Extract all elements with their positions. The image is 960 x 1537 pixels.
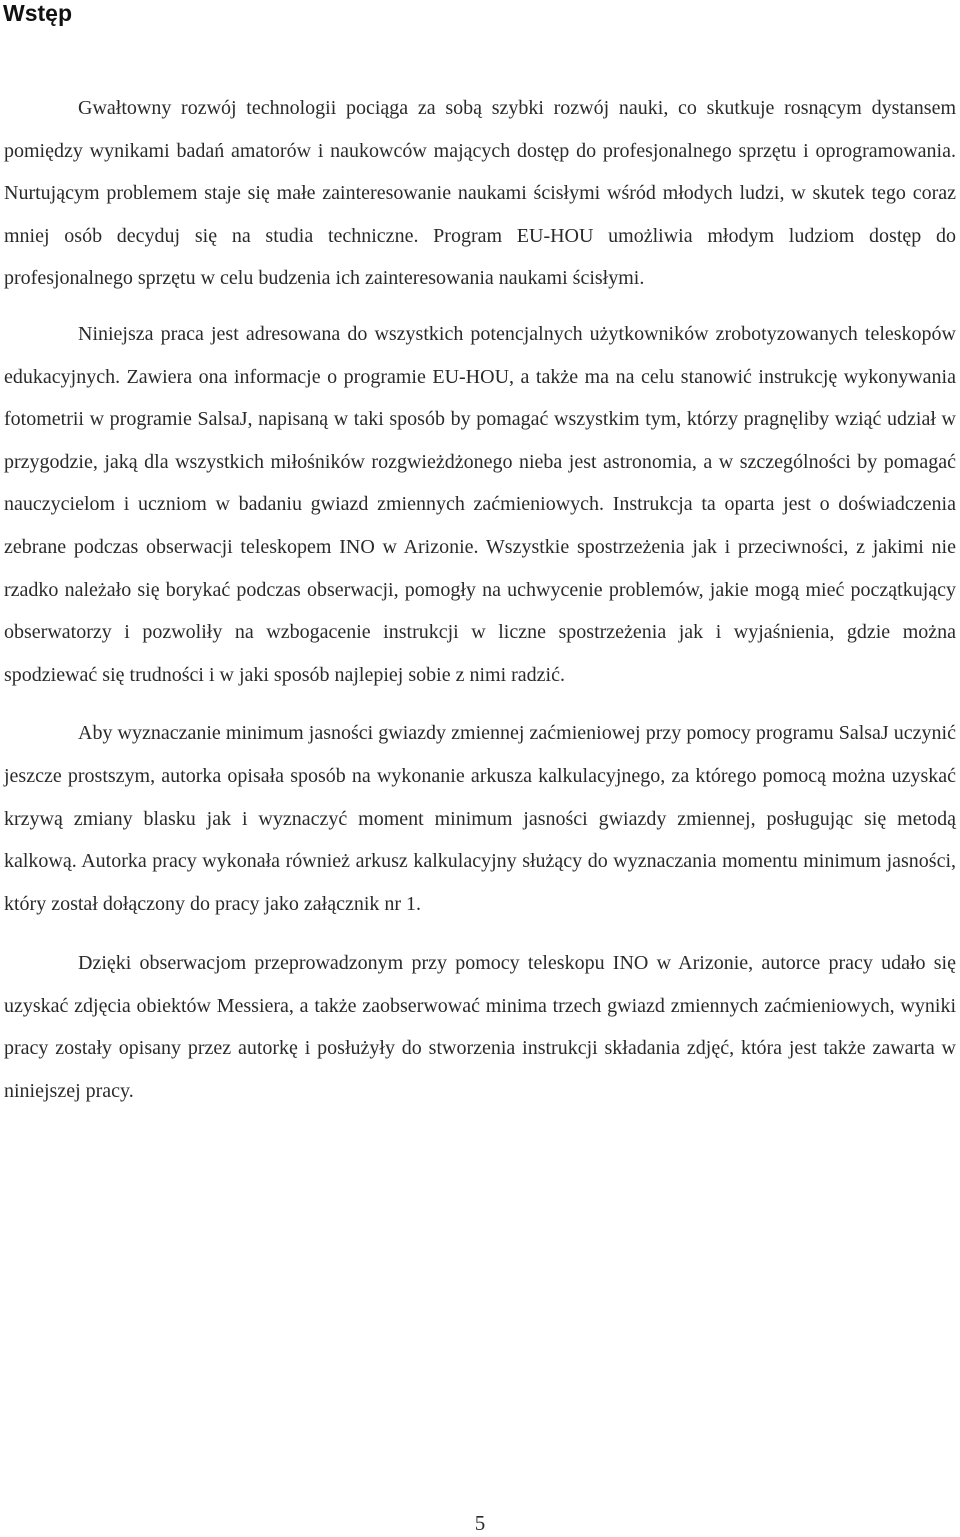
body-text <box>4 87 956 1113</box>
section-heading: Wstęp <box>3 0 72 26</box>
page-number: 5 <box>474 1511 486 1535</box>
paragraph-3: Aby wyznaczanie minimum jasności gwiazdy zmiennej zaćmieniowej przy pomocy programu SalsaJ uczynić jeszcze prostszym, autorka opisała sposób na wykonanie arkusza kalkulacyjnego, za którego pomocą można uzyskać krzywą zmiany blasku jak i wyznaczyć moment minimum jasności gwiazdy zmiennej, posługując się metodą kalkową. Autorka pracy wykonała również arkusz kalkulacyjny służący do wyznaczania momentu minimum jasności, który został dołączony do pracy jako załącznik nr 1. <box>4 722 956 915</box>
paragraph-4: Dzięki obserwacjom przeprowadzonym przy pomocy teleskopu INO w Arizonie, autorce pracy udało się uzyskać zdjęcia obiektów Messiera, a także zaobserwować minima trzech gwiazd zmiennych zaćmieniowych, wyniki pracy zostały opisany przez autorkę i posłużyły do stworzenia instrukcji składania zdjęć, która jest także zawarta w niniejszej pracy. <box>4 952 956 1103</box>
paragraph-2: Niniejsza praca jest adresowana do wszystkich potencjalnych użytkowników zrobotyzowanych teleskopów edukacyjnych. Zawiera ona informacje o programie EU-HOU, a także ma na celu stanowić instrukcję wykonywania fotometrii w programie SalsaJ, napisaną w taki sposób by pomagać wszystkim tym, którzy pragnęliby wziąć udział w przygodzie, jaką dla wszystkich miłośników rozgwieżdżonego nieba jest astronomia, a w szczególności by pomagać nauczycielom i uczniom w badaniu gwiazd zmiennych zaćmieniowych. Instrukcja ta oparta jest o doświadczenia zebrane podczas obserwacji teleskopem INO w Arizonie. Wszystkie spostrzeżenia jak i przeciwności, z jakimi nie rzadko należało się borykać podczas obserwacji, pomogły na uchwycenie problemów, jakie mogą mieć początkujący obserwatorzy i pozwoliły na wzbogacenie instrukcji w liczne spostrzeżenia jak i wyjaśnienia, gdzie można spodziewać się trudności i w jaki sposób najlepiej sobie z nimi radzić. <box>4 322 956 686</box>
paragraph-1: Gwałtowny rozwój technologii pociąga za sobą szybki rozwój nauki, co skutkuje rosnącym dystansem pomiędzy wynikami badań amatorów i naukowców mających dostęp do profesjonalnego sprzętu i oprogramowania. Nurtującym problemem staje się małe zainteresowanie naukami ścisłymi wśród młodych ludzi, w skutek tego coraz mniej osób decyduj się na studia techniczne. Program EU-HOU umożliwia młodym ludziom dostęp do profesjonalnego sprzętu w celu budzenia ich zainteresowania naukami ścisłymi. <box>4 97 956 290</box>
